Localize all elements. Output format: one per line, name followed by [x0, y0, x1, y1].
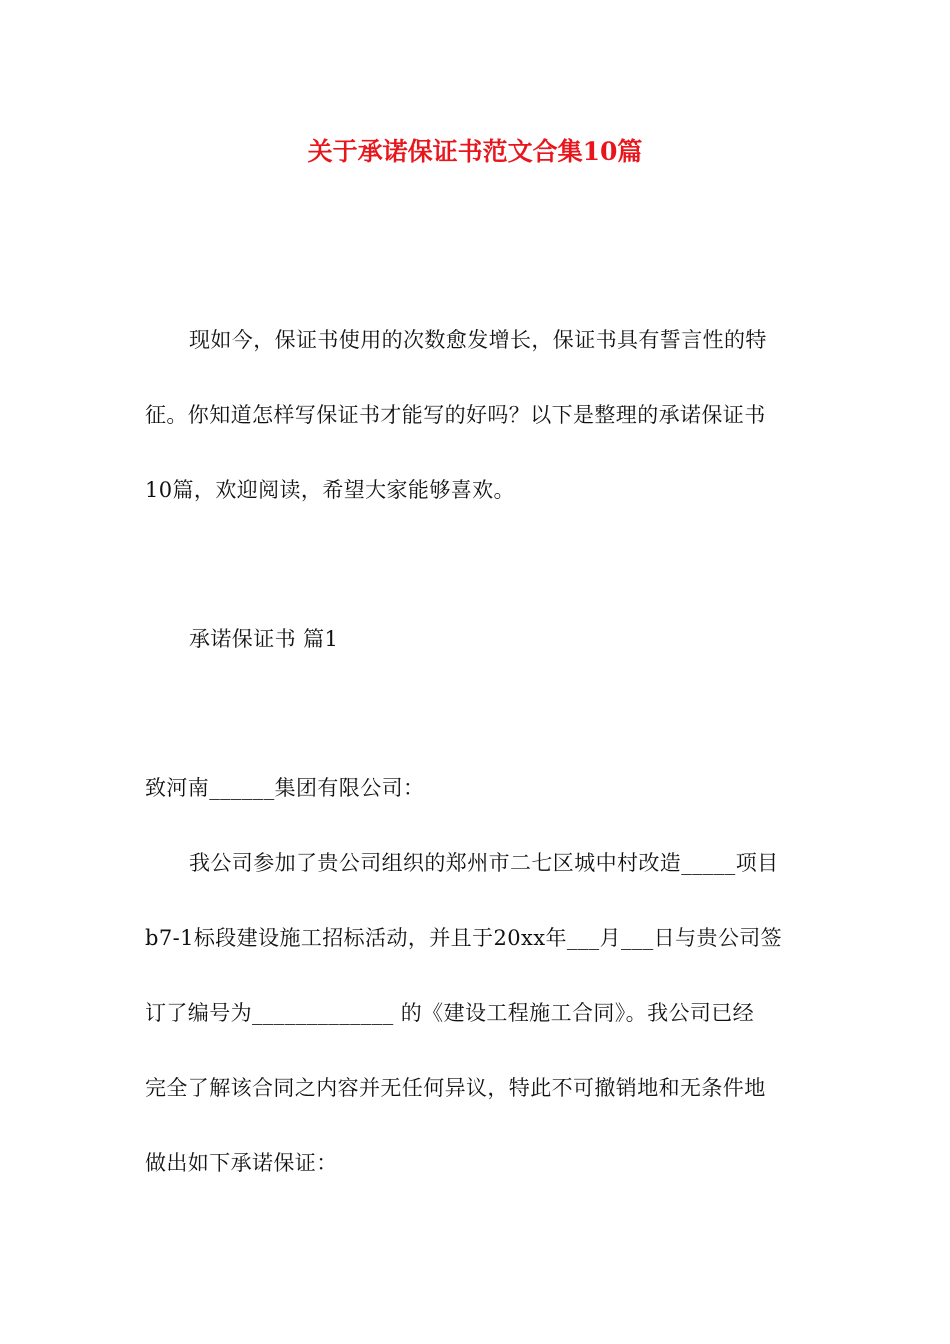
body-line: 我公司参加了贵公司组织的郑州市二七区城中村改造_____项目 [189, 851, 779, 875]
intro-line: 10篇，欢迎阅读，希望大家能够喜欢。 [145, 478, 515, 502]
intro-line: 现如今，保证书使用的次数愈发增长，保证书具有誓言性的特 [189, 328, 767, 352]
salutation: 致河南______集团有限公司： [145, 776, 425, 800]
document-title: 关于承诺保证书范文合集10篇 [307, 137, 643, 166]
body-line: 完全了解该合同之内容并无任何异议，特此不可撤销地和无条件地 [145, 1076, 766, 1100]
body-line: 订了编号为_____________ 的《建设工程施工合同》。我公司已经 [145, 1001, 755, 1025]
section-heading: 承诺保证书 篇1 [189, 627, 339, 651]
body-line: 做出如下承诺保证： [145, 1151, 338, 1175]
body-line: b7-1标段建设施工招标活动，并且于20xx年___月___日与贵公司签 [145, 926, 783, 950]
intro-line: 征。你知道怎样写保证书才能写的好吗？以下是整理的承诺保证书 [145, 403, 766, 427]
